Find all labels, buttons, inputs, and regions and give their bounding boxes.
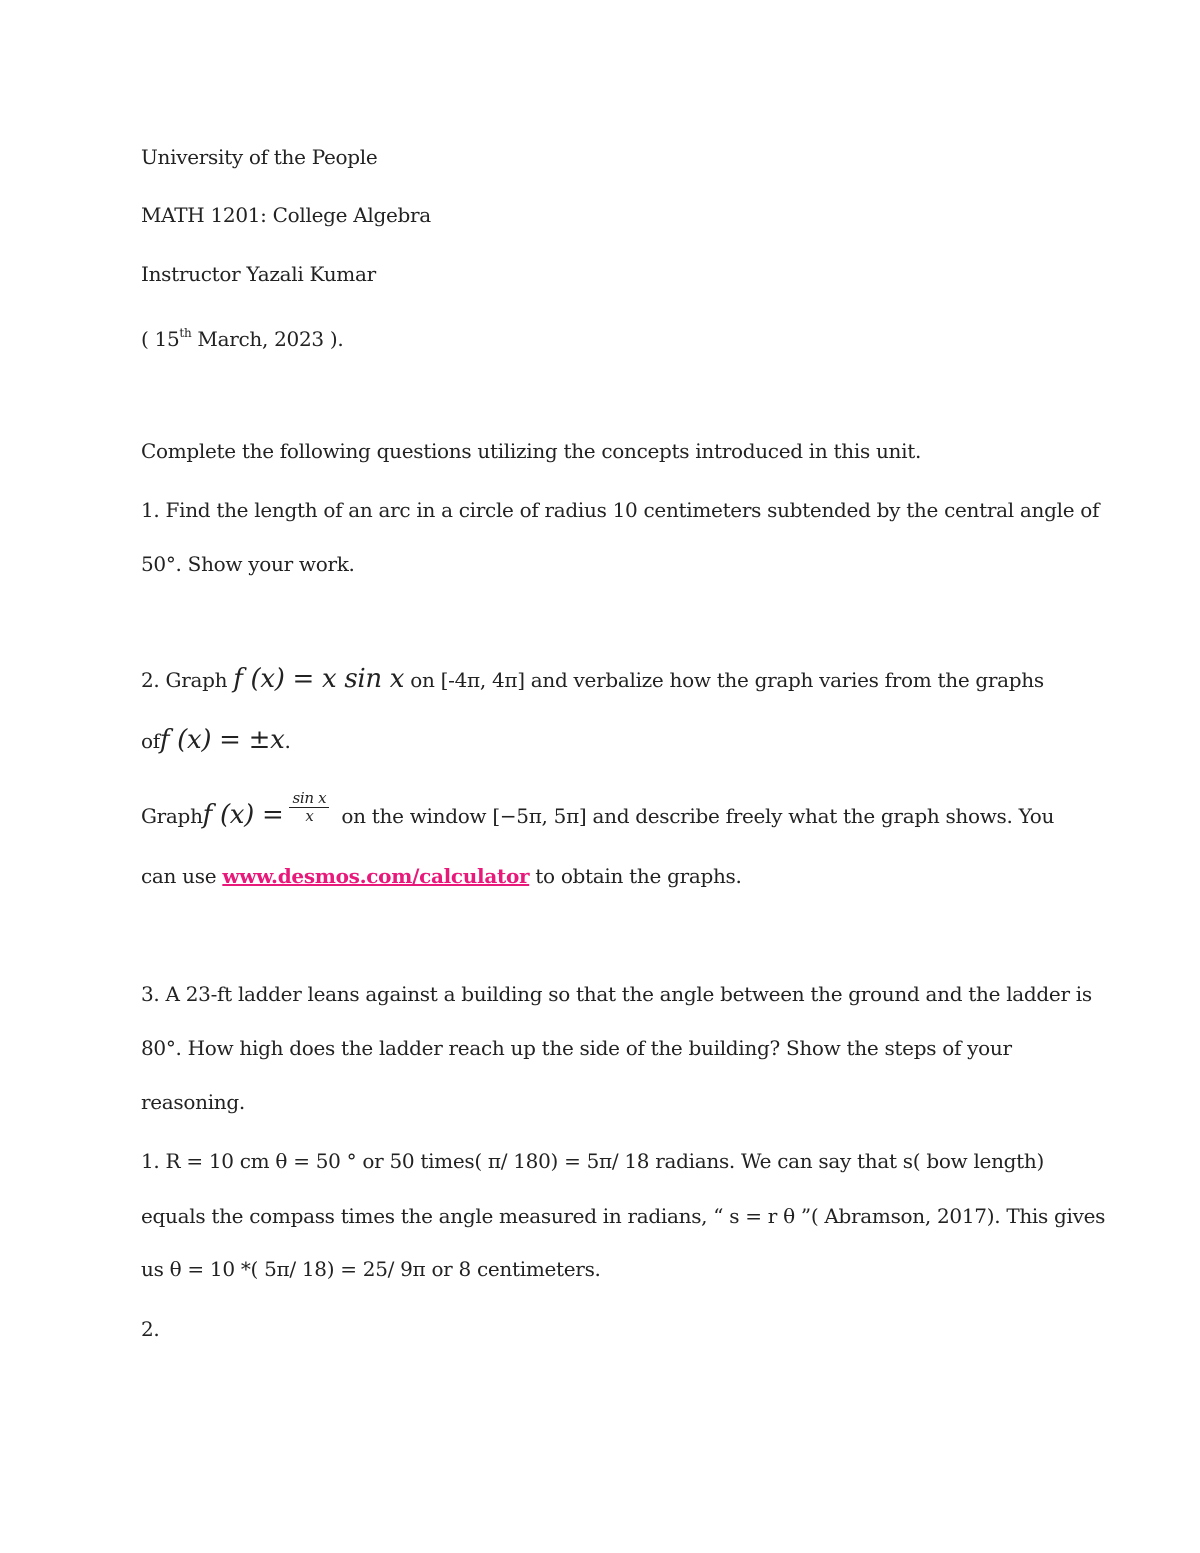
graph-label: Graph — [141, 804, 203, 828]
question-2-line-2 — [141, 727, 291, 754]
question-3-line-2: 80°. How high does the ladder reach up the side of the building? Show the steps of your — [141, 1036, 1012, 1060]
of-label: of — [141, 729, 160, 753]
course-title: MATH 1201: College Algebra — [141, 203, 431, 227]
fraction-numerator: sin x — [289, 790, 329, 808]
equation-plus-minus-x: f (x) = ±x — [159, 725, 285, 755]
question-2-interval-text: on [-4π, 4π] and verbalize how the graph varies from the graphs — [410, 668, 1044, 692]
question-2-line-1 — [141, 666, 1044, 693]
question-2-prefix: 2. Graph — [141, 668, 228, 692]
university-name: University of the People — [141, 145, 378, 169]
equation-f-of-x: f (x) = — [202, 800, 284, 830]
can-use-text: can use — [141, 864, 217, 888]
date-rest: March, 2023 ). — [191, 327, 344, 351]
equation-x-sin-x: f (x) = x sin x — [233, 664, 405, 694]
answer-1-line-1: 1. R = 10 cm θ = 50 ° or 50 times( π/ 180) = 5π/ 18 radians. We can say that s( bow length) — [141, 1149, 1044, 1173]
window-text: on the window [−5π, 5π] and describe freely what the graph shows. You — [341, 804, 1055, 828]
question-3-line-3: reasoning. — [141, 1090, 245, 1114]
date-ordinal: th — [179, 326, 192, 340]
submission-date — [141, 320, 343, 352]
question-1-line-2: 50°. Show your work. — [141, 552, 355, 576]
desmos-link[interactable]: www.desmos.com/calculator — [222, 864, 530, 888]
equation-end-period: . — [284, 729, 291, 753]
answer-1-line-2: equals the compass times the angle measured in radians, “ s = r θ ”( Abramson, 2017). This gives — [141, 1204, 1106, 1228]
date-open: ( 15 — [141, 327, 180, 351]
instructions: Complete the following questions utilizing the concepts introduced in this unit. — [141, 439, 922, 463]
fraction-denominator: x — [305, 807, 314, 825]
question-1-line-1: 1. Find the length of an arc in a circle of radius 10 centimeters subtended by the central angle of — [141, 498, 1100, 522]
question-3-line-1: 3. A 23-ft ladder leans against a building so that the angle between the ground and the ladder is — [141, 982, 1092, 1006]
instructor-name: Instructor Yazali Kumar — [141, 262, 376, 286]
after-link-text: to obtain the graphs. — [535, 864, 742, 888]
question-2-line-3 — [141, 789, 1055, 835]
answer-1-line-3: us θ = 10 *( 5π/ 18) = 25/ 9π or 8 centimeters. — [141, 1257, 601, 1281]
fraction-sin-x-over-x — [289, 790, 329, 825]
answer-2-label: 2. — [141, 1317, 160, 1341]
question-2-line-4 — [141, 863, 742, 889]
